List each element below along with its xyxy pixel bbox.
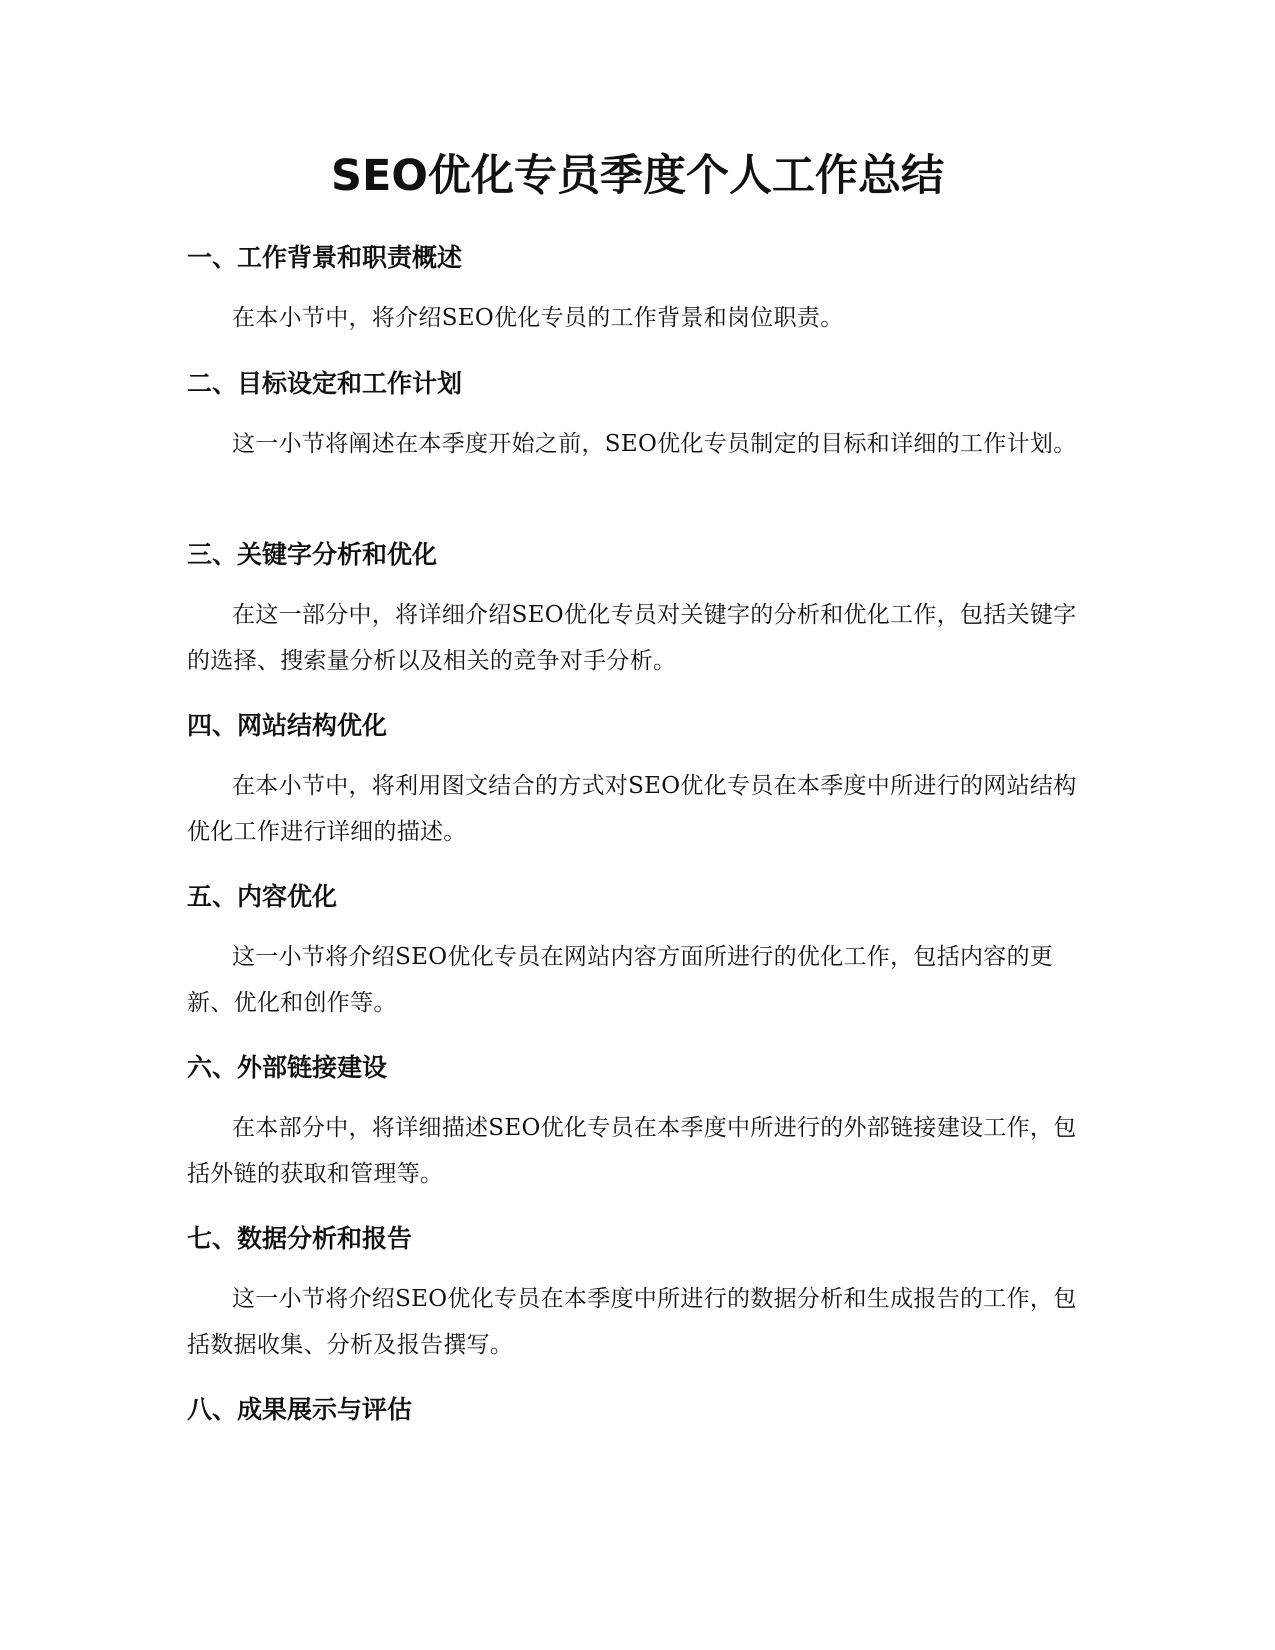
section-body-3: 在这一部分中，将详细介绍SEO优化专员对关键字的分析和优化工作，包括关键字的选择、搜索量分析以及相关的竞争对手分析。 [187, 602, 1077, 674]
section-heading-3: 三、关键字分析和优化 [187, 540, 438, 569]
section-heading-5: 五、内容优化 [187, 882, 338, 911]
section-body-2: 这一小节将阐述在本季度开始之前，SEO优化专员制定的目标和详细的工作计划。 [232, 431, 1077, 457]
section-heading-6: 六、外部链接建设 [187, 1053, 388, 1082]
page-title: SEO优化专员季度个人工作总结 [331, 151, 944, 201]
section-body-6: 在本部分中，将详细描述SEO优化专员在本季度中所进行的外部链接建设工作，包括外链的获取和管理等。 [187, 1115, 1077, 1187]
section-heading-4: 四、网站结构优化 [187, 711, 388, 740]
section-body-4: 在本小节中，将利用图文结合的方式对SEO优化专员在本季度中所进行的网站结构优化工作进行详细的描述。 [187, 773, 1077, 845]
section-heading-8: 八、成果展示与评估 [187, 1395, 413, 1424]
section-heading-1: 一、工作背景和职责概述 [187, 243, 463, 272]
section-body-7: 这一小节将介绍SEO优化专员在本季度中所进行的数据分析和生成报告的工作，包括数据收集、分析及报告撰写。 [187, 1286, 1077, 1358]
section-body-1: 在本小节中，将介绍SEO优化专员的工作背景和岗位职责。 [232, 305, 844, 331]
section-heading-2: 二、目标设定和工作计划 [187, 369, 463, 398]
section-body-5: 这一小节将介绍SEO优化专员在网站内容方面所进行的优化工作，包括内容的更新、优化和创作等。 [187, 944, 1054, 1016]
section-heading-7: 七、数据分析和报告 [187, 1224, 413, 1253]
